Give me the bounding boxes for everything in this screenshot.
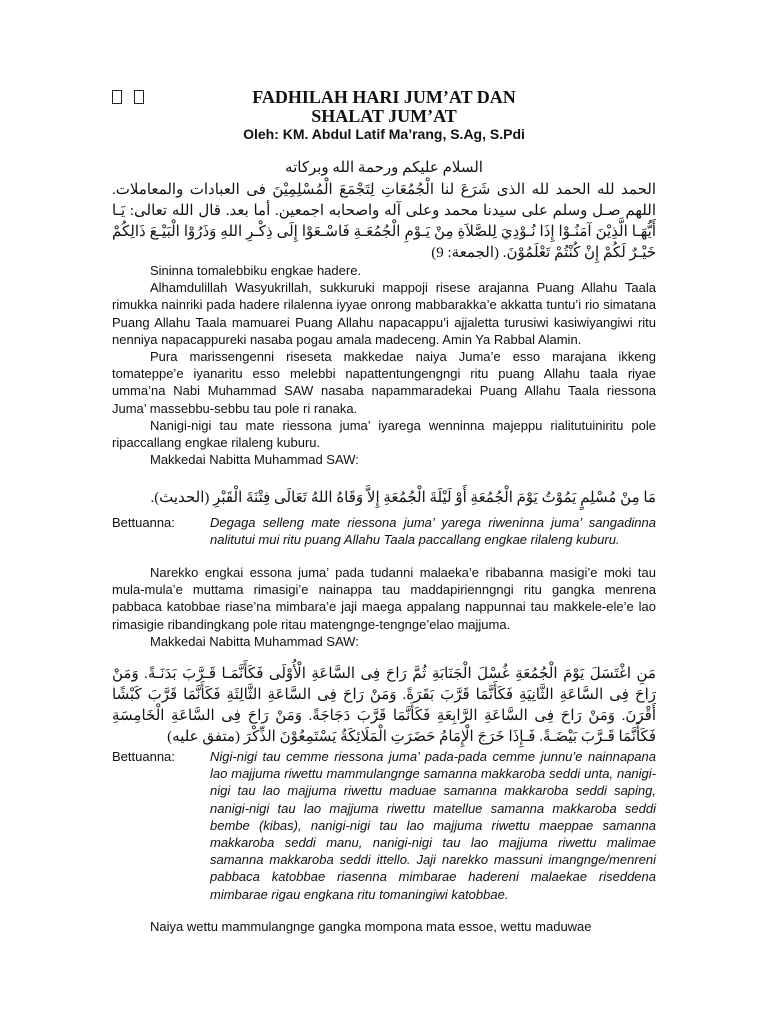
title-line-1: FADHILAH HARI JUM’AT DAN	[252, 87, 516, 107]
paragraph: Sininna tomalebbiku engkae hadere.	[150, 263, 362, 278]
paragraph: Alhamdulillah Wasyukrillah, sukkuruki mappoji risese arajanna Puang Allahu Taala rimukka nainriki pada hadere rilalenna iyyae onrong mabbarakka’e akkatta tuntu’i rio simatana Puang Allahu Taala mamuarei Puang Allahu napacappu’i ajjaletta turusiwi kasiwiyangiwi ritu nenniya napacappureki nasaba pogau amala madeceng. Amin Ya Rabbal Alamin.	[112, 280, 656, 347]
author-line: Oleh: KM. Abdul Latif Ma’rang, S.Ag, S.Pdi	[243, 126, 525, 142]
title-line-2: SHALAT JUM’AT	[311, 106, 457, 126]
paragraph: Makkedai Nabitta Muhammad SAW:	[150, 452, 359, 468]
body-section-3	[112, 918, 656, 935]
translation-text: Nigi-nigi tau cemme riessona juma’ pada-pada cemme junnu’e nainnapana lao majjuma riwettu mammulangnge samanna makkaroba seddi unta, nanigi-nigi tau lao majjuma riwettu maduae samanna makkaroba seddi saping, nanigi-nigi tau lao majjuma riwettu matellue samanna makkaroba seddi bembe (kibas), nanigi-nigi tau lao majjuma riwettu maeppae samanna makkaroba seddi manu, nanigi-nigi tau lao majjuma riwettu malimae samanna makkaroba seddi ittello. Jaji narekko massuni imangnge/menreni pabbaca katobbae riasenna mimbarae hadereni malaekae riseddena mimbarae rigau engkana ritu tomaningiwi katobbae.	[210, 749, 656, 902]
paragraph: Naiya wettu mammulangnge gangka mompona mata essoe, wettu maduwae	[150, 919, 592, 934]
translation-2	[112, 748, 656, 903]
body-section-2	[112, 564, 656, 650]
hadith-1: مَا مِنْ مُسْلِمٍ يَمُوْتُ يَوْمَ الْجُمُعَةِ أَوْ لَيْلَةَ الْجُمُعَةِ إِلاَّ وَقَاهُ اللهُ تَعَالَى فِتْنَةَ الْقَبْرِ (الحديث).	[150, 490, 656, 506]
arabic-salam: السلام عليكم ورحمة الله وبركاته	[285, 160, 483, 176]
document-title	[0, 88, 768, 126]
body-section-1	[112, 262, 656, 468]
paragraph: Pura marissengenni riseseta makkedae naiya Juma’e esso marajana ikkeng tomateppe’e iyanaritu esso melebbi napattentungengngi ritu puang Allahu taala riyae umma’na Nabi Muhammad SAW nasaba napammaradekai Puang Allahu Taala riessona Juma’ massebbu-sebbu tau pole ri ranaka.	[112, 349, 656, 416]
hadith-2: مَنِ اغْتَسَلَ يَوْمَ الْجُمُعَةِ غُسْلَ الْجَنَابَةِ ثُمَّ رَاحَ فِى السَّاعَةِ الْأُوْلَى فَكَأَنَّمَـا قَـرَّبَ بَدَنَـةً. وَمَنْ رَاحَ فِى السَّاعَةِ الثَّانِيَةِ فَكَأَنَّمَا قَرَّبَ بَقَرَةً. وَمَنْ رَاحَ فِى السَّاعَةِ الثَّالِثَةِ فَكَأَنَّمَا قَرَّبَ كَبْشًا أَقْرَنَ. وَمَنْ رَاحَ فِى السَّاعَةِ الرَّابِعَةِ فَكَأَنَّمَا قَرَّبَ دَجَاجَةً. وَمَنْ رَاحَ فِى السَّاعَةِ الْخَامِسَةِ فَكَأَنَّمَا قَـرَّبَ بَيْضَـةً. فَـإِذَا خَرَجَ الْإِمَامُ حَضَرَتِ الْمَلَائِكَةُ يَسْتَمِعُوْنَ الذِّكْرَ (متفق عليه)	[112, 666, 656, 745]
paragraph: Makkedai Nabitta Muhammad SAW:	[150, 633, 359, 649]
paragraph: Nanigi-nigi tau mate riessona juma’ iyarega wenninna majeppu rialitutuiniritu pole ripaccallang engkae rilaleng kuburu.	[112, 417, 656, 451]
arabic-opening: الحمد لله الحمد لله الذى شَرَعَ لنا الْجُمُعَاتِ لِتَجْمَعَ الْمُسْلِمِيْنَ فى العبادات والمعاملات. اللهم صـل وسلم على سيدنا محمد وعلى آله واصحابه اجمعين. أما بعد. قال الله تعالى: يَـا أَيُّهَـا الَّذِيْنَ آمَنُـوْا إِذَا نُـوْدِيَ لِلصَّلاَةِ مِنْ يَـوْمِ الْجُمُعَـةِ فَاسْـعَوْا إِلَى ذِكْـرِ اللهِ وَذَرُوْا الْبَيْـعَ ذَالِكُمْ خَيْـرٌ لَكُمْ إِنْ كُنْتُمْ تَعْلَمُوْنَ. (الجمعة: 9)	[112, 182, 656, 261]
translation-label: Bettuanna:	[112, 749, 175, 764]
translation-text: Degaga selleng mate riessona juma’ yarega riweninna juma’ sangadinna nalitutui mui ritu puang Allahu Taala paccallang engkae rilaleng kuburu.	[210, 515, 656, 548]
paragraph: Narekko engkai essona juma’ pada tudanni malaeka’e ribabanna masigi’e moki tau mula-mula’e muttama rimasigi’e nainappa tau maddapirienngngi ritu gangka menrena pabbaca katobbae riase’na mimbara’e jaji maega appalang nappunnai tau makkele-ele’e lao rimasigie ribandingkang pole ritau matengnge-tengnge’elao majjuma.	[112, 565, 656, 632]
translation-1	[112, 514, 656, 548]
translation-label: Bettuanna:	[112, 515, 175, 530]
